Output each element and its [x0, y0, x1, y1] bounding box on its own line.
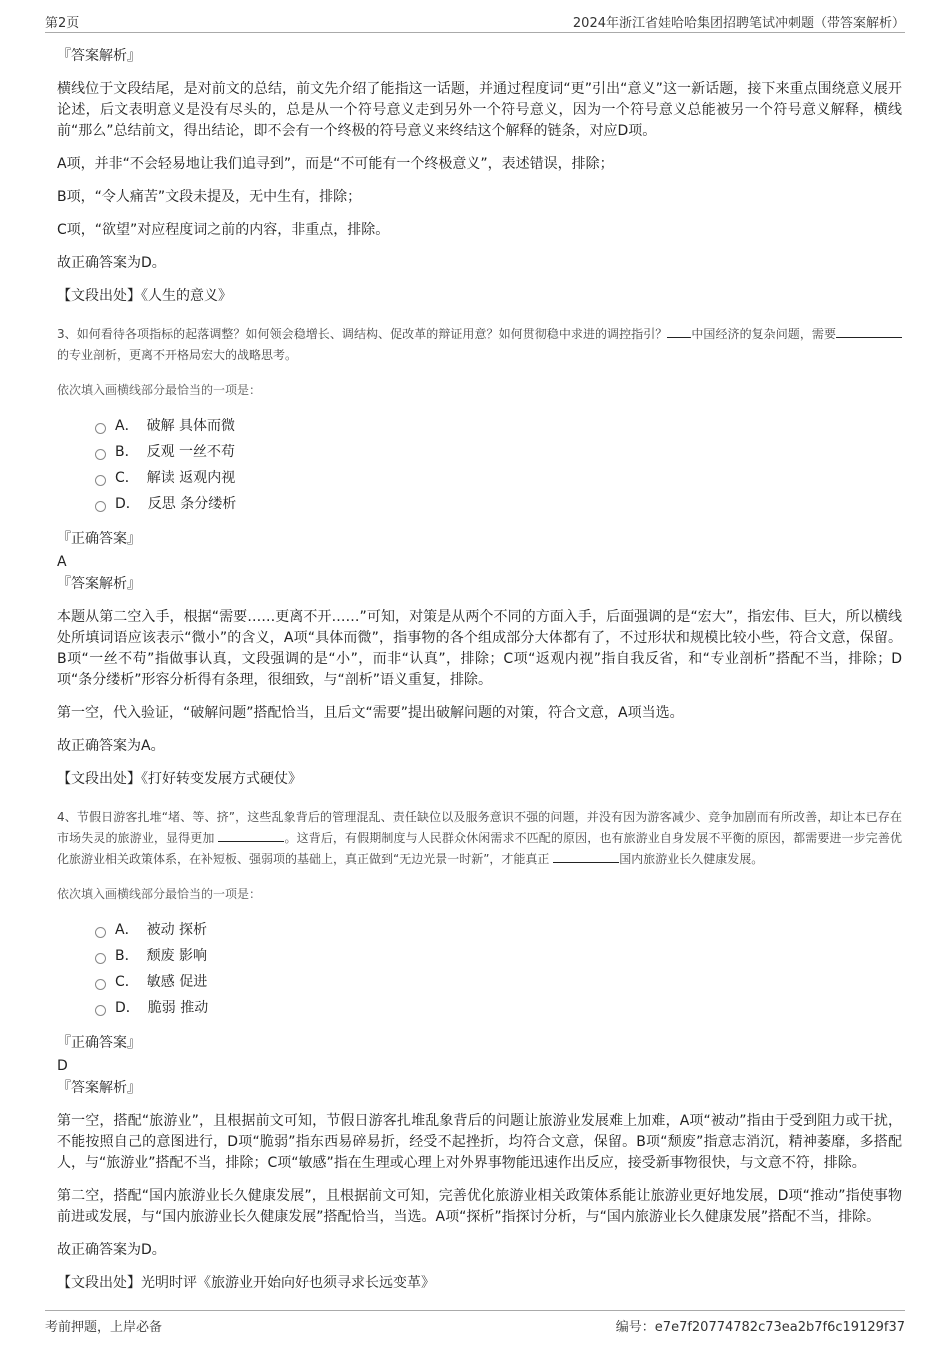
radio-icon[interactable] [95, 449, 106, 460]
question-text: 国内旅游业长久健康发展。 [619, 852, 764, 866]
question-number: 4、 [57, 810, 77, 824]
option-a[interactable]: A． 被动 探析 [95, 917, 902, 943]
option-b[interactable]: B． 颓废 影响 [95, 943, 902, 969]
analysis-paragraph: B项，“令人痛苦”文段未提及，无中生有，排除； [57, 189, 362, 205]
fill-blank [667, 325, 691, 338]
analysis-paragraph: 第二空，搭配“国内旅游业长久健康发展”，且根据前文可知，完善优化旅游业相关政策体系能让旅游业更好地发展，D项“推动”指使事物前进或发展，与“国内旅游业长久健康发展”搭配恰当，当选。A项“探析”指探讨分析，与“国内旅游业长久健康发展”搭配不当，排除。 [57, 1188, 902, 1225]
document-title: 2024年浙江省娃哈哈集团招聘笔试冲刺题（带答案解析） [572, 16, 905, 31]
answer-analysis-tag: 『答案解析』 [57, 576, 141, 592]
option-c[interactable]: C． 敏感 促进 [95, 969, 902, 995]
question-4 [57, 807, 902, 870]
correct-answer: A [57, 554, 67, 570]
option-d[interactable]: D． 反思 条分缕析 [95, 491, 902, 517]
question-text: 的专业剖析，更离不开格局宏大的战略思考。 [57, 348, 298, 362]
analysis-paragraph: A项，并非“不会轻易地让我们追寻到”，而是“不可能有一个终极意义”，表述错误，排除； [57, 156, 614, 172]
question-text: 中国经济的复杂问题，需要 [691, 327, 836, 341]
page-footer [45, 1310, 905, 1335]
options-list [95, 917, 902, 1021]
analysis-paragraph: 本题从第二空入手，根据“需要……更离不开……”可知，对策是从两个不同的方面入手，后面强调的是“宏大”，指宏伟、巨大，所以横线处所填词语应该表示“微小”的含义，A项“具体而微”，指事物的各个组成部分大体都有了，不过形状和规模比较小些，符合文意，保留。B项“一丝不苟”指做事认真，文段强调的是“小”，而非“认真”，排除；C项“返观内视”指自我反省，和“专业剖析”搭配不当，排除；D项“条分缕析”形容分析得有条理，很细致，与“剖析”语义重复，排除。 [57, 609, 902, 688]
document-content [57, 46, 902, 1311]
correct-answer: D [57, 1058, 68, 1074]
radio-icon[interactable] [95, 501, 106, 512]
analysis-conclusion: 故正确答案为D。 [57, 1242, 166, 1258]
question-instruction: 依次填入画横线部分最恰当的一项是： [57, 887, 262, 901]
analysis-conclusion: 故正确答案为D。 [57, 255, 166, 271]
fill-blank [218, 829, 284, 842]
fill-blank [553, 850, 619, 863]
question-number: 3、 [57, 327, 77, 341]
footer-slogan: 考前押题，上岸必备 [45, 1320, 163, 1335]
radio-icon[interactable] [95, 927, 106, 938]
question-text: 。这背后，有假期制度与人民群众休闲需求不匹配的原因，也有旅游业自身发展不平衡的原因，都需要进一步完善优化旅游业相关政策体系，在补短板、强弱项的基础上，真正做到“无边光景一时新”，才能真正 [57, 831, 902, 866]
answer-analysis-tag: 『答案解析』 [57, 48, 141, 64]
option-c[interactable]: C． 解读 返观内视 [95, 465, 902, 491]
source-citation: 【文段出处】《人生的意义》 [57, 288, 232, 304]
option-b[interactable]: B． 反观 一丝不苟 [95, 439, 902, 465]
radio-icon[interactable] [95, 1005, 106, 1016]
question-text: 节假日游客扎堆“堵、等、挤”，这些乱象背后的管理混乱、责任缺位以及服务意识不强的问题，并没有因为游客减少、竞争加剧而有所改善，却让本已存在市场失灵的旅游业，显得更加 [57, 810, 902, 845]
correct-answer-tag: 『正确答案』 [57, 531, 141, 547]
question-text: 如何看待各项指标的起落调整？如何领会稳增长、调结构、促改革的辩证用意？如何贯彻稳中求进的调控指引？ [76, 327, 668, 341]
analysis-paragraph: 第一空，代入验证，“破解问题”搭配恰当，且后文“需要”提出破解问题的对策，符合文意，A项当选。 [57, 705, 684, 721]
radio-icon[interactable] [95, 953, 106, 964]
options-list [95, 413, 902, 517]
page-header [45, 10, 905, 33]
question-3 [57, 324, 902, 366]
option-d[interactable]: D． 脆弱 推动 [95, 995, 902, 1021]
question-instruction: 依次填入画横线部分最恰当的一项是： [57, 383, 262, 397]
radio-icon[interactable] [95, 979, 106, 990]
document-code: 编号：e7e7f20774782c73ea2b7f6c19129f37 [615, 1320, 905, 1335]
fill-blank [836, 325, 902, 338]
source-citation: 【文段出处】光明时评《旅游业开始向好也须寻求长远变革》 [57, 1275, 435, 1291]
analysis-paragraph: C项，“欲望”对应程度词之前的内容，非重点，排除。 [57, 222, 390, 238]
correct-answer-tag: 『正确答案』 [57, 1035, 141, 1051]
radio-icon[interactable] [95, 475, 106, 486]
analysis-conclusion: 故正确答案为A。 [57, 738, 165, 754]
option-a[interactable]: A． 破解 具体而微 [95, 413, 902, 439]
source-citation: 【文段出处】《打好转变发展方式硬仗》 [57, 771, 302, 787]
analysis-paragraph: 第一空，搭配“旅游业”，且根据前文可知，节假日游客扎堆乱象背后的问题让旅游业发展难上加难，A项“被动”指由于受到阻力或干扰，不能按照自己的意图进行，D项“脆弱”指东西易碎易折，经受不起挫折，均符合文意，保留。B项“颓废”指意志消沉，精神萎靡，多搭配人，与“旅游业”搭配不当，排除；C项“敏感”指在生理或心理上对外界事物能迅速作出反应，接受新事物很快，与文意不符，排除。 [57, 1113, 902, 1171]
analysis-paragraph: 横线位于文段结尾，是对前文的总结，前文先介绍了能指这一话题，并通过程度词“更”引出“意义”这一新话题，接下来重点围绕意义展开论述，后文表明意义是没有尽头的，总是从一个符号意义走到另外一个符号意义，因为一个符号意义总能被另一个符号意义解释，横线前“那么”总结前文，得出结论，即不会有一个终极的符号意义来终结这个解释的链条，对应D项。 [57, 81, 902, 139]
answer-analysis-tag: 『答案解析』 [57, 1080, 141, 1096]
page-number: 第2页 [45, 16, 80, 31]
radio-icon[interactable] [95, 423, 106, 434]
